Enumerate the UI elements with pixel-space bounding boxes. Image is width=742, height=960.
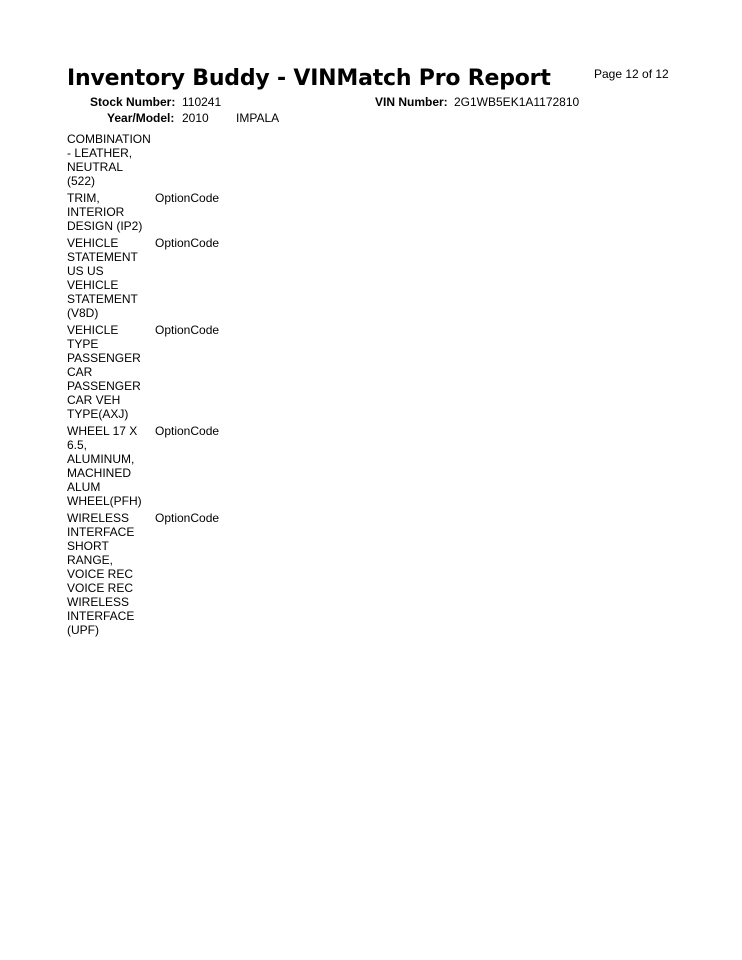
option-list (67, 132, 267, 640)
option-type: OptionCode (155, 191, 220, 205)
option-name: WIRELESS INTERFACE SHORT RANGE, VOICE REC VOICE REC WIRELESS INTERFACE (UPF) (67, 511, 135, 637)
vin-number-value: 2G1WB5EK1A1172810 (454, 95, 580, 109)
option-name: VEHICLE STATEMENT US US VEHICLE STATEMENT (V8D) (67, 236, 138, 320)
page-number: Page 12 of 12 (594, 67, 669, 81)
option-row (67, 132, 267, 188)
option-type: OptionCode (155, 236, 220, 250)
option-row (67, 511, 267, 637)
option-row (67, 191, 267, 233)
option-row (67, 236, 267, 320)
stock-number-label: Stock Number: (90, 95, 176, 109)
year-value: 2010 (182, 111, 209, 125)
option-type: OptionCode (155, 424, 220, 438)
option-name: VEHICLE TYPE PASSENGER CAR PASSENGER CAR VEH TYPE(AXJ) (67, 323, 141, 421)
report-title: Inventory Buddy - VINMatch Pro Report (67, 66, 551, 91)
option-name: WHEEL 17 X 6.5, ALUMINUM, MACHINED ALUM WHEEL(PFH) (67, 424, 142, 508)
option-row (67, 424, 267, 508)
vin-number-label: VIN Number: (375, 95, 448, 109)
option-row (67, 323, 267, 421)
year-model-label: Year/Model: (107, 111, 175, 125)
option-name: COMBINATION - LEATHER, NEUTRAL (522) (67, 132, 151, 188)
option-type: OptionCode (155, 511, 220, 525)
option-name: TRIM, INTERIOR DESIGN (IP2) (67, 191, 143, 233)
stock-number-value: 110241 (182, 95, 222, 109)
model-value: IMPALA (236, 111, 280, 125)
option-type: OptionCode (155, 323, 220, 337)
